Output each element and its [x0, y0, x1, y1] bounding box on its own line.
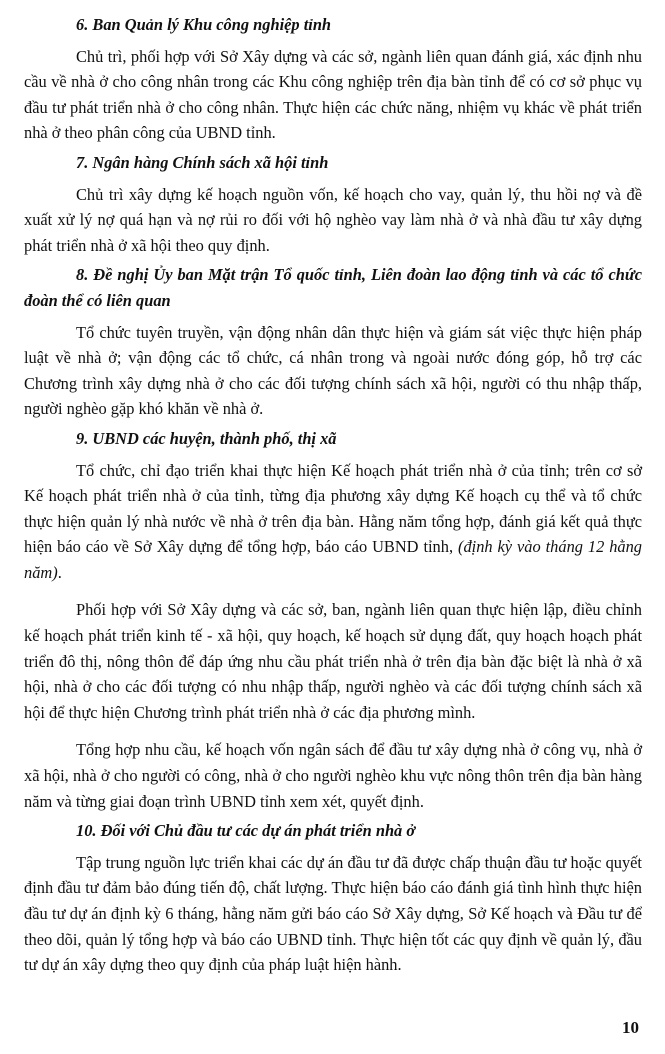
- section-10-paragraph-1: Tập trung nguồn lực triển khai các dự án đầu tư đã được chấp thuận đầu tư hoặc quyết định đầu tư đảm bảo đúng tiến độ, chất lượng. Thực hiện báo cáo đánh giá tình hình thực hiện đầu tư dự án định kỳ 6 tháng, hằng năm gửi báo cáo Sở Xây dựng, Sở Kế hoạch và Đầu tư để theo dõi, quản lý tổng hợp và báo cáo UBND tỉnh. Thực hiện tốt các quy định về quản lý, đầu tư dự án xây dựng theo quy định của pháp luật hiện hành.: [24, 852, 642, 975]
- section-7-paragraph-1: Chủ trì xây dựng kế hoạch nguồn vốn, kế hoạch cho vay, quản lý, thu hồi nợ và đề xuất xử lý nợ quá hạn và nợ rủi ro đối với hộ nghèo vay làm nhà ở và nhà đầu tư xây dựng phát triển nhà ở xã hội theo quy định.: [24, 184, 642, 255]
- section-10-heading: 10. Đối với Chủ đầu tư các dự án phát triển nhà ở: [76, 821, 416, 841]
- section-9-paragraph-1-text: Tổ chức, chỉ đạo triển khai thực hiện Kế hoạch phát triển nhà ở của tỉnh; trên cơ sở Kế hoạch phát triển nhà ở của tỉnh, từng địa phương xây dựng Kế hoạch cụ thể và tổ chức thực hiện quản lý nhà nước về nhà ở trên địa bàn. Hằng năm tổng hợp, đánh giá kết quả thực hiện báo cáo về Sở Xây dựng để tổng hợp, báo cáo UBND tỉnh,: [24, 460, 642, 557]
- section-9-heading: 9. UBND các huyện, thành phố, thị xã: [76, 428, 337, 448]
- section-6-heading: 6. Ban Quản lý Khu công nghiệp tỉnh: [76, 15, 332, 34]
- document-page: [24, 12, 642, 978]
- section-9-paragraph-1-end: .: [57, 562, 62, 582]
- section-8-paragraph-1: Tổ chức tuyên truyền, vận động nhân dân thực hiện và giám sát việc thực hiện pháp luật về nhà ở; vận động các tổ chức, cá nhân trong và ngoài nước đóng góp, hỗ trợ các Chương trình xây dựng nhà ở cho các đối tượng chính sách xã hội, người có thu nhập thấp, người nghèo gặp khó khăn về nhà ở.: [24, 322, 642, 419]
- section-7-heading: 7. Ngân hàng Chính sách xã hội tỉnh: [76, 152, 329, 172]
- section-9-paragraph-3: Tổng hợp nhu cầu, kế hoạch vốn ngân sách để đầu tư xây dựng nhà ở công vụ, nhà ở xã hội, nhà ở cho người có công, nhà ở cho người nghèo khu vực nông thôn trên địa bàn hàng năm và từng giai đoạn trình UBND tỉnh xem xét, quyết định.: [24, 740, 642, 811]
- page-number: 10: [622, 1018, 639, 1037]
- section-8-heading: 8. Đề nghị Ủy ban Mặt trận Tổ quốc tỉnh, Liên đoàn lao động tỉnh và các tổ chức đoàn thể có liên quan: [24, 265, 642, 310]
- section-9-paragraph-1-note: (định kỳ vào tháng 12 hằng năm): [24, 537, 643, 582]
- section-9-paragraph-1: [24, 458, 642, 586]
- section-9-paragraph-2: Phối hợp với Sở Xây dựng và các sở, ban, ngành liên quan thực hiện lập, điều chỉnh kế hoạch phát triển kinh tế - xã hội, quy hoạch, kế hoạch sử dụng đất, quy hoạch hoạch phát triển đô thị, nông thôn để đáp ứng nhu cầu phát triển nhà ở trên địa bàn đặc biệt là nhà ở xã hội, nhà ở cho các đối tượng có nhu nhập thấp, người nghèo và các đối tượng chính sách xã hội để thực hiện Chương trình phát triển nhà ở các địa phương mình.: [24, 600, 642, 722]
- section-6-paragraph-1: Chủ trì, phối hợp với Sở Xây dựng và các sở, ngành liên quan đánh giá, xác định nhu cầu về nhà ở cho công nhân trong các Khu công nghiệp trên địa bàn tỉnh để có cơ sở phục vụ đầu tư phát triển nhà ở cho công nhân. Thực hiện các chức năng, nhiệm vụ khác về phát triển nhà ở theo phân công của UBND tỉnh.: [24, 46, 642, 143]
